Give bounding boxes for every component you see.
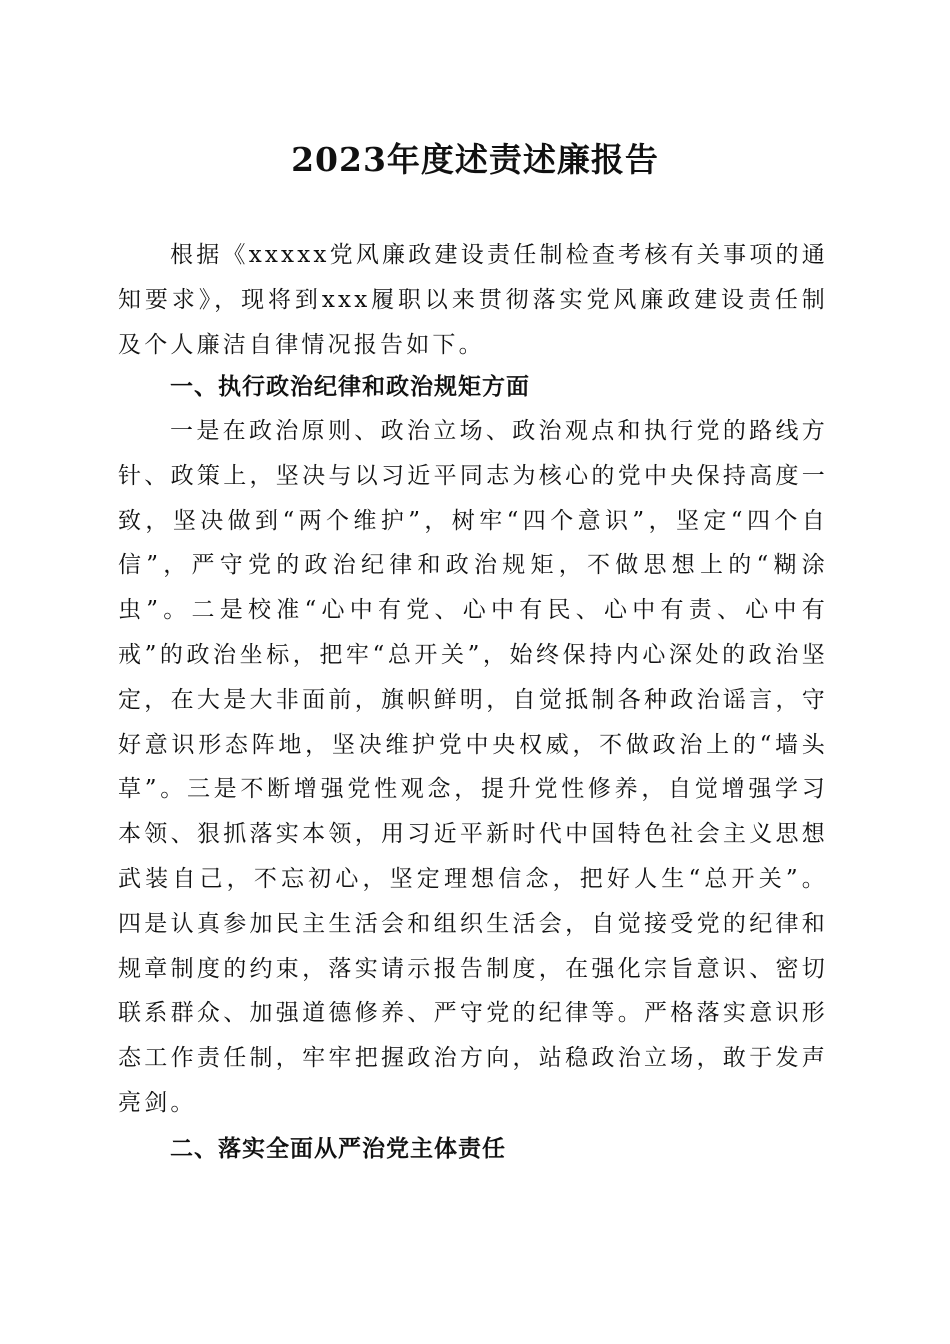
intro-paragraph: 根据《xxxxx党风廉政建设责任制检查考核有关事项的通知要求》，现将到xxx履职以来贯彻落实党风廉政建设责任制及个人廉洁自律情况报告如下。 [118, 242, 828, 358]
section-1-body-paragraph: 一是在政治原则、政治立场、政治观点和执行党的路线方针、政策上，坚决与以习近平同志为核心的党中央保持高度一致，坚决做到“两个维护”，树牢“四个意识”，坚定“四个自信”，严守党的政治纪律和政治规矩，不做思想上的“糊涂虫”。二是校准“心中有党、心中有民、心中有责、心中有戒”的政治坐标，把牢“总开关”，始终保持内心深处的政治坚定，在大是大非面前，旗帜鲜明，自觉抵制各种政治谣言，守好意识形态阵地，坚决维护党中央权威，不做政治上的“墙头草”。三是不断增强党性观念，提升党性修养，自觉增强学习本领、狠抓落实本领，用习近平新时代中国特色社会主义思想武装自己，不忘初心，坚定理想信念，把好人生“总开关”。四是认真参加民主生活会和组织生活会，自觉接受党的纪律和规章制度的约束，落实请示报告制度，在强化宗旨意识、密切联系群众、加强道德修养、严守党的纪律等。严格落实意识形态工作责任制，牢牢把握政治方向，站稳政治立场，敢于发声亮剑。 [118, 418, 828, 1116]
section-heading-2: 二、落实全面从严治党主体责任 [170, 1136, 506, 1162]
document-title: 2023年度述责述廉报告 [291, 140, 659, 179]
section-heading-1: 一、执行政治纪律和政治规矩方面 [170, 374, 530, 400]
